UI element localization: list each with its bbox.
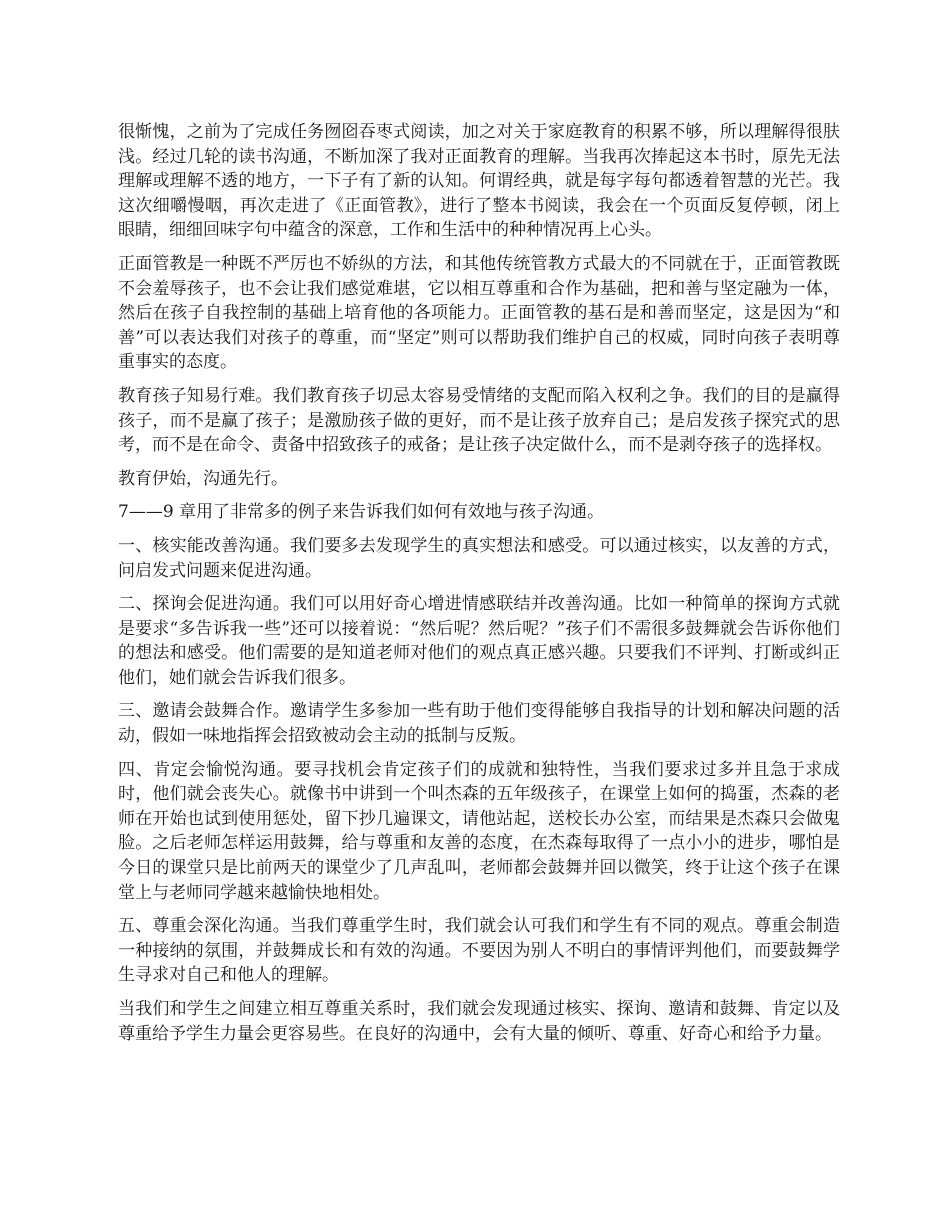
paragraph-point-verify: 一、核实能改善沟通。我们要多去发现学生的真实想法和感受。可以通过核实，以友善的方式，问启发式问题来促进沟通。 xyxy=(118,535,840,581)
paragraph-communication-first: 教育伊始，沟通先行。 xyxy=(118,468,288,489)
paragraph-positive-discipline: 正面管教是一种既不严厉也不娇纵的方法，和其他传统管教方式最大的不同就在于，正面管教既不会羞辱孩子，也不会让我们感觉难堪，它以相互尊重和合作为基础，把和善与坚定融为一体，然后在孩子自我控制的基础上培育他的各项能力。正面管教的基石是和善而坚定，这是因为“和善”可以表达我们对孩子的尊重，而“坚定”则可以帮助我们维护自己的权威，同时向孩子表明尊重事实的态度。 xyxy=(118,253,840,373)
paragraph-conclusion: 当我们和学生之间建立相互尊重关系时，我们就会发现通过核实、探询、邀请和鼓舞、肯定以及尊重给予学生力量会更容易些。在良好的沟通中，会有大量的倾听、尊重、好奇心和给予力量。 xyxy=(118,999,840,1044)
paragraph-chapters: 7——9 章用了非常多的例子来告诉我们如何有效地与孩子沟通。 xyxy=(118,502,605,523)
paragraph-point-inquire: 二、探询会促进沟通。我们可以用好奇心增进情感联结并改善沟通。比如一种简单的探询方式就是要求“多告诉我一些”还可以接着说：“然后呢？然后呢？”孩子们不需很多鼓舞就会告诉你他们的想法和感受。他们需要的是知道老师对他们的观点真正感兴趣。只要我们不评判、打断或纠正他们，她们就会告诉我们很多。 xyxy=(118,594,840,688)
paragraph-intro: 很惭愧，之前为了完成任务囫囵吞枣式阅读，加之对关于家庭教育的积累不够，所以理解得很肤浅。经过几轮的读书沟通，不断加深了我对正面教育的理解。当我再次捧起这本书时，原先无法理解或理解不透的地方，一下子有了新的认知。何谓经典，就是每字每句都透着智慧的光芒。我这次细嚼慢咽，再次走进了《正面管教》，进行了整本书阅读，我会在一个页面反复停顿，闭上眼睛，细细回味字句中蕴含的深意，工作和生活中的种种情况再上心头。 xyxy=(118,122,840,241)
paragraph-point-respect: 五、尊重会深化沟通。当我们尊重学生时，我们就会认可我们和学生有不同的观点。尊重会制造一种接纳的氛围，并鼓舞成长和有效的沟通。不要因为别人不明白的事情评判他们，而要鼓舞学生寻求对自己和他人的理解。 xyxy=(118,916,840,986)
paragraph-point-affirm: 四、肯定会愉悦沟通。要寻找机会肯定孩子们的成就和独特性，当我们要求过多并且急于求成时，他们就会丧失心。就像书中讲到一个叫杰森的五年级孩子，在课堂上如何的捣蛋，杰森的老师在开始也试到使用惩处，留下抄几遍课文，请他站起，送校长办公室，而结果是杰森只会做鬼脸。之后老师怎样运用鼓舞，给与尊重和友善的态度，在杰森每取得了一点小小的进步，哪怕是今日的课堂只是比前两天的课堂少了几声乱叫，老师都会鼓舞并回以微笑，终于让这个孩子在课堂上与老师同学越来越愉快地相处。 xyxy=(118,759,840,903)
paragraph-teaching-children: 教育孩子知易行难。我们教育孩子切忌太容易受情绪的支配而陷入权利之争。我们的目的是赢得孩子，而不是赢了孩子；是激励孩子做的更好，而不是让孩子放弃自己；是启发孩子探究式的思考，而不是在命令、责备中招致孩子的戒备；是让孩子决定做什么，而不是剥夺孩子的选择权。 xyxy=(118,385,840,456)
paragraph-point-invite: 三、邀请会鼓舞合作。邀请学生多参加一些有助于他们变得能够自我指导的计划和解决问题的活动，假如一味地指挥会招致被动会主动的抵制与反叛。 xyxy=(118,701,840,747)
document-body xyxy=(118,120,840,1055)
